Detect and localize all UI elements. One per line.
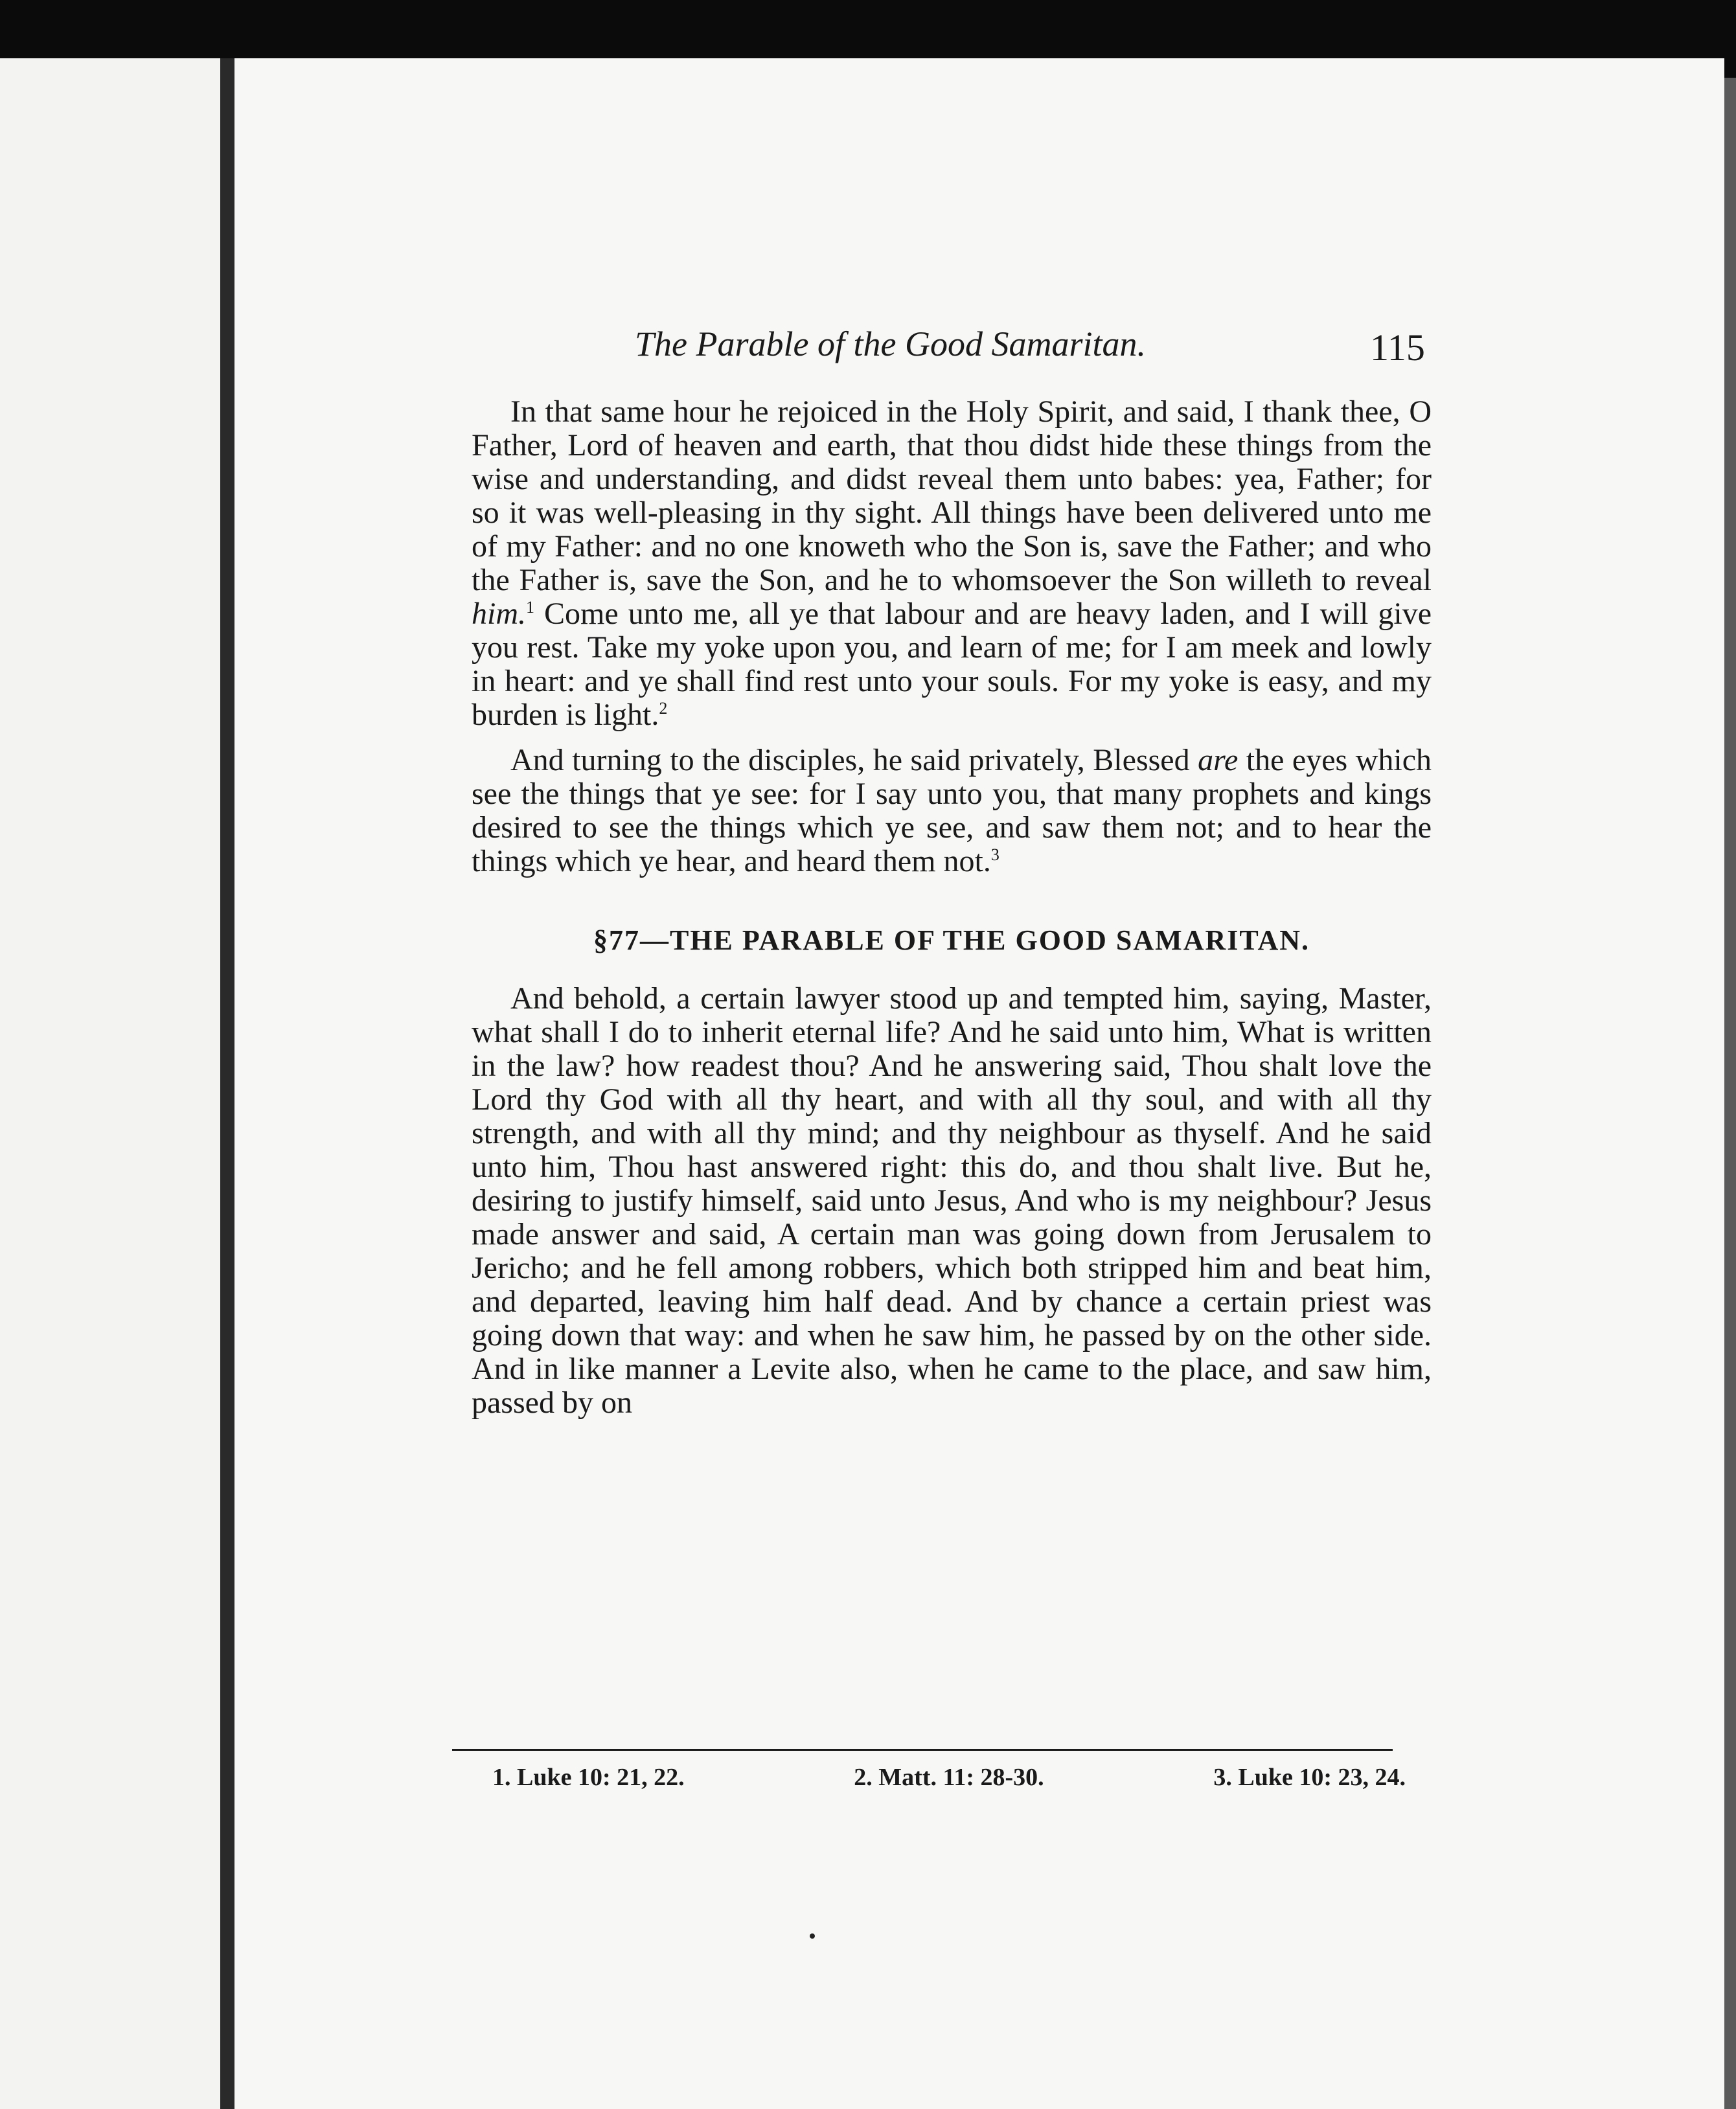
paragraph-1-text-a: In that same hour he rejoiced in the Holy Spirit, and said, I thank thee, O Father, Lord of heaven and earth, that thou didst hide these things from the wise and understanding, and didst reveal them unto babes: yea, Father; for so it was well-pleasing in thy sight. All things have been delivered unto me of my Father: and no one knoweth who the Son is, save the Father; and who the Father is, save the Son, and he to whomsoever the Son willeth to reveal: [472, 394, 1432, 597]
paragraph-3: And behold, a certain lawyer stood up and tempted him, saying, Master, what shall I do to inherit eternal life? And he said unto him, What is written in the law? how readest thou? And he answering said, Thou shalt love the Lord thy God with all thy heart, and with all thy soul, and with all thy strength, and with all thy mind; and thy neighbour as thyself. And he said unto him, Thou hast answered right: this do, and thou shalt live. But he, desiring to justify himself, said unto Jesus, And who is my neighbour? Jesus made answer and said, A certain man was going down from Jerusalem to Jericho; and he fell among robbers, which both stripped him and beat him, and departed, leaving him half dead. And by chance a certain priest was going down that way: and when he saw him, he passed by on the other side. And in like manner a Levite also, when he came to the place, and saw him, passed by on: [472, 981, 1432, 1420]
paragraph-2-text-a: And turning to the disciples, he said privately, Blessed: [510, 743, 1198, 777]
paragraph-1-text-b: Come unto me, all ye that labour and are heavy laden, and I will give you rest. Take my yoke upon you, and learn of me; for I am meek and lowly in heart: and ye shall find rest unto your souls. For my yoke is easy, and my burden is light.: [472, 597, 1432, 732]
footnote-rule: [452, 1749, 1393, 1751]
footnote-3: 3. Luke 10: 23, 24.: [1213, 1764, 1406, 1791]
footnote-2: 2. Matt. 11: 28-30.: [854, 1764, 1044, 1791]
footnote-1: 1. Luke 10: 21, 22.: [492, 1764, 685, 1791]
page-edge-shadow: [1724, 78, 1736, 2109]
footnote-ref-2: 2: [659, 699, 668, 718]
facing-page-edge: [0, 58, 220, 2109]
italic-him: him.: [472, 597, 526, 631]
italic-are: are: [1198, 743, 1239, 777]
paragraph-2-text-b: the eyes which see the things that ye see: for I say unto you, that many prophets and kings desired to see the things which ye see, and saw them not; and to hear the things which ye hear, and heard them not.: [472, 743, 1432, 878]
body-text: [472, 395, 1432, 1420]
book-gutter: [220, 58, 234, 2109]
running-head: The Parable of the Good Samaritan.: [635, 325, 1146, 363]
footnotes: [492, 1763, 1406, 1802]
paragraph-2: [472, 744, 1432, 878]
ink-speck: [810, 1933, 815, 1939]
section-heading: §77—THE PARABLE OF THE GOOD SAMARITAN.: [593, 924, 1310, 956]
paragraph-1: [472, 395, 1432, 732]
page-number: 115: [1370, 326, 1425, 369]
footnote-ref-1: 1: [526, 598, 534, 617]
footnote-ref-3: 3: [990, 845, 999, 864]
